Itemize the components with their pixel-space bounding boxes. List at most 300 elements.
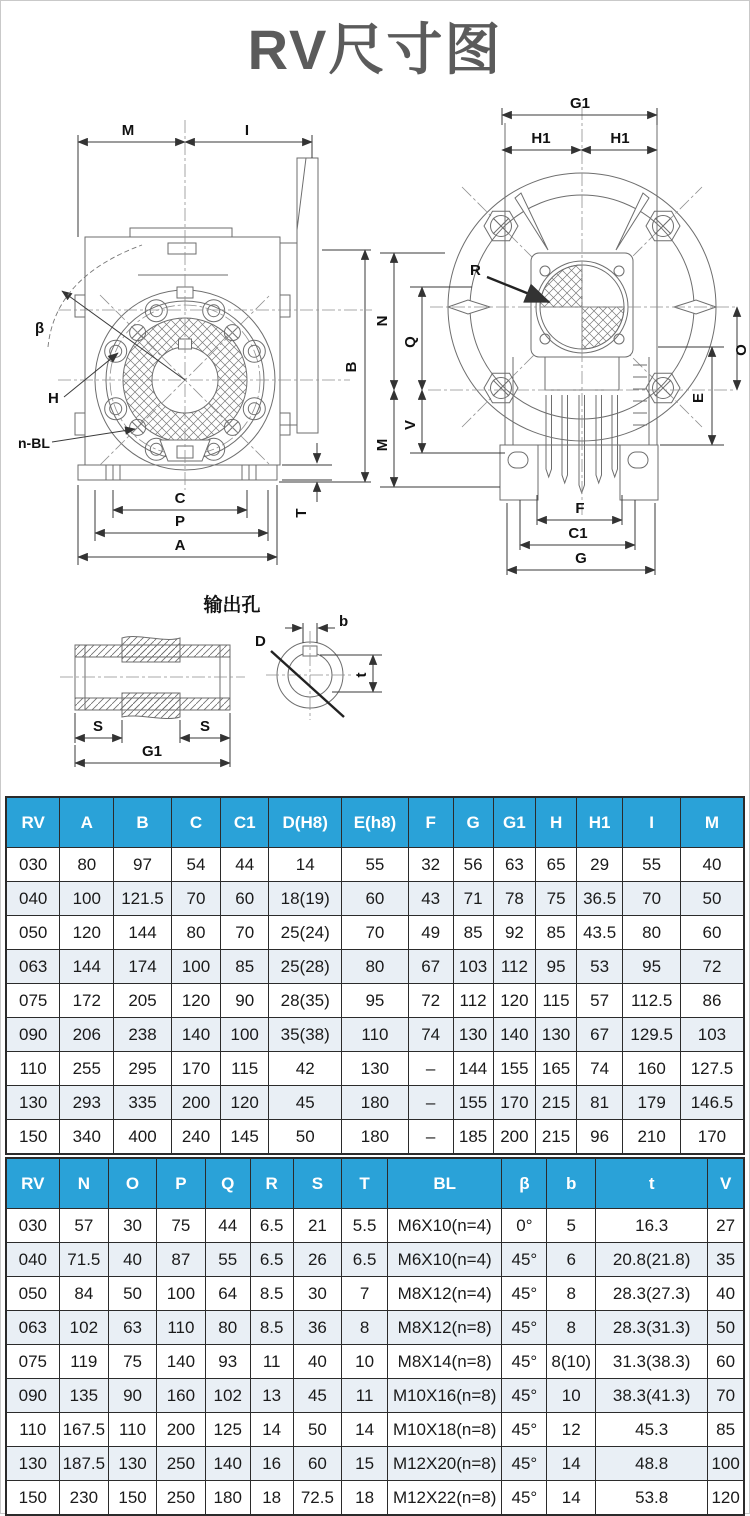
cell: 10 [342,1345,388,1379]
cell: 50 [293,1413,342,1447]
output-hub-bottom [122,693,180,719]
front-n-bl-label: n-BL [18,435,50,451]
side-dim-H1-left-label: H1 [531,130,551,147]
cell: 6.5 [342,1243,388,1277]
cell: 49 [408,916,453,950]
cell: 14 [547,1481,596,1516]
side-dim-H1-right-label: H1 [610,130,630,147]
side-dim-G-label: G [575,550,587,567]
output-hole-title: 输出孔 [203,595,261,616]
cell: 80 [171,916,220,950]
cell: 87 [157,1243,206,1277]
cell: 240 [171,1120,220,1155]
cell: 110 [157,1311,206,1345]
cell: 40 [293,1345,342,1379]
cell: 6 [547,1243,596,1277]
cell: 063 [6,1311,59,1345]
cell: 205 [114,984,172,1018]
cell: 130 [109,1447,157,1481]
column-header: P [157,1158,206,1209]
cell: 110 [342,1018,408,1052]
cell: 38.3(41.3) [596,1379,708,1413]
cell: 0° [502,1209,547,1243]
output-dim-b-label: b [339,613,349,630]
cell: 6.5 [250,1209,293,1243]
cell: 44 [205,1209,250,1243]
cell: 200 [171,1086,220,1120]
cell: 144 [453,1052,493,1086]
cell: 14 [269,848,342,882]
column-header: E(h8) [342,797,408,848]
column-header: RV [6,797,60,848]
front-base [78,465,277,480]
cell: 135 [59,1379,108,1413]
cell: 180 [342,1120,408,1155]
cell: 45° [502,1311,547,1345]
cell: 86 [680,984,744,1018]
cell: 45° [502,1379,547,1413]
table-row [6,1018,744,1052]
cell: 30 [109,1209,157,1243]
cell: 55 [623,848,681,882]
cell: 200 [157,1413,206,1447]
side-foot [500,445,538,500]
cell: 110 [109,1413,157,1447]
cell: 16 [250,1447,293,1481]
cell: 165 [536,1052,577,1086]
cell: 18 [250,1481,293,1516]
table-row [6,1243,744,1277]
cell: 53.8 [596,1481,708,1516]
column-header: C1 [221,797,269,848]
table-row [6,1086,744,1120]
cell: 8.5 [250,1277,293,1311]
cell: 36 [293,1311,342,1345]
column-header: t [596,1158,708,1209]
cell: 144 [114,916,172,950]
cell: 80 [60,848,114,882]
cell: 8 [547,1311,596,1345]
cell: M10X18(n=8) [388,1413,502,1447]
front-dim-P-label: P [174,513,186,530]
cell: 45° [502,1345,547,1379]
column-header: D(H8) [269,797,342,848]
cell: 63 [109,1311,157,1345]
cell: 120 [708,1481,744,1516]
cell: M12X20(n=8) [388,1447,502,1481]
cell: 100 [60,882,114,916]
cell: 127.5 [680,1052,744,1086]
cell: 090 [6,1018,60,1052]
cell: 150 [109,1481,157,1516]
side-dim-G1-label: G1 [569,95,591,112]
cell: 60 [293,1447,342,1481]
cell: 145 [221,1120,269,1155]
cell: 170 [171,1052,220,1086]
cell: 121.5 [114,882,172,916]
column-header: C [171,797,220,848]
table-row [6,984,744,1018]
page-title: RV尺寸图 [247,18,503,81]
column-header: G [453,797,493,848]
column-header: T [342,1158,388,1209]
cell: 65 [536,848,577,882]
cell: 102 [205,1379,250,1413]
cell: 100 [221,1018,269,1052]
front-dim-A-label: A [174,537,186,554]
cell: 112 [453,984,493,1018]
cell: M12X22(n=8) [388,1481,502,1516]
cell: M10X16(n=8) [388,1379,502,1413]
cell: 56 [453,848,493,882]
column-header: I [623,797,681,848]
cell: 35 [708,1243,744,1277]
cell: 230 [59,1481,108,1516]
table-row [6,1447,744,1481]
cell: 167.5 [59,1413,108,1447]
cell: 129.5 [623,1018,681,1052]
column-header: M [680,797,744,848]
cell: 110 [6,1413,59,1447]
cell: 36.5 [576,882,622,916]
cell: 150 [6,1120,60,1155]
cell: 295 [114,1052,172,1086]
cell: 72.5 [293,1481,342,1516]
cell: 119 [59,1345,108,1379]
cell: 14 [342,1413,388,1447]
cell: 112.5 [623,984,681,1018]
front-dim-C-label: C [174,490,186,507]
cell: 8 [547,1277,596,1311]
cell: 18 [342,1481,388,1516]
cell: 030 [6,1209,59,1243]
column-header: H1 [576,797,622,848]
side-view-drawing [374,95,750,575]
cell: 45 [293,1379,342,1413]
cell: 55 [205,1243,250,1277]
cell: M6X10(n=4) [388,1209,502,1243]
cell: 50 [680,882,744,916]
side-dim-O-label: O [733,344,750,356]
cell: 10 [547,1379,596,1413]
dimension-table-2 [5,1157,745,1516]
side-dim-R-label: R [470,262,481,279]
cell: 140 [171,1018,220,1052]
cell: 27 [708,1209,744,1243]
column-header: O [109,1158,157,1209]
cell: M8X14(n=8) [388,1345,502,1379]
cell: 29 [576,848,622,882]
column-header: B [114,797,172,848]
cell: 5.5 [342,1209,388,1243]
cell: 040 [6,882,60,916]
cell: 81 [576,1086,622,1120]
cell: 70 [221,916,269,950]
cell: 25(24) [269,916,342,950]
cell: 140 [493,1018,536,1052]
cell: – [408,1052,453,1086]
cell: 130 [536,1018,577,1052]
cell: 72 [680,950,744,984]
cell: 96 [576,1120,622,1155]
cell: 80 [342,950,408,984]
column-header: G1 [493,797,536,848]
output-hub-top [122,637,180,662]
cell: 5 [547,1209,596,1243]
cell: 45° [502,1277,547,1311]
cell: 55 [342,848,408,882]
cell: 40 [680,848,744,882]
column-header: b [547,1158,596,1209]
cell: 090 [6,1379,59,1413]
dimension-drawings [0,95,750,785]
cell: 040 [6,1243,59,1277]
cell: 75 [109,1345,157,1379]
header-row [6,797,744,848]
cell: 170 [680,1120,744,1155]
cell: 144 [60,950,114,984]
cell: 120 [493,984,536,1018]
cell: 45° [502,1413,547,1447]
front-beta-label: β [35,320,45,337]
cell: 187.5 [59,1447,108,1481]
cell: 100 [171,950,220,984]
cell: 45° [502,1243,547,1277]
cell: 115 [536,984,577,1018]
side-dim-M-label: M [374,438,391,452]
column-header: RV [6,1158,59,1209]
cell: 293 [60,1086,114,1120]
cell: 42 [269,1052,342,1086]
cell: 44 [221,848,269,882]
cell: 130 [342,1052,408,1086]
output-dim-D-label: D [255,633,266,650]
cell: 28(35) [269,984,342,1018]
table-row [6,916,744,950]
cell: 238 [114,1018,172,1052]
table-row [6,950,744,984]
cell: 28.3(31.3) [596,1311,708,1345]
cell: 43 [408,882,453,916]
cell: 103 [453,950,493,984]
cell: – [408,1086,453,1120]
cell: 71 [453,882,493,916]
cell: 130 [6,1447,59,1481]
cell: 215 [536,1086,577,1120]
cell: 170 [493,1086,536,1120]
cell: 6.5 [250,1243,293,1277]
front-dim-I-label: I [244,122,250,139]
cell: 185 [453,1120,493,1155]
cell: M8X12(n=8) [388,1311,502,1345]
cell: 32 [408,848,453,882]
cell: 85 [221,950,269,984]
cell: 67 [576,1018,622,1052]
cell: 95 [342,984,408,1018]
cell: 215 [536,1120,577,1155]
cell: 146.5 [680,1086,744,1120]
cell: 115 [221,1052,269,1086]
cell: 60 [221,882,269,916]
cell: 50 [109,1277,157,1311]
output-hole-drawing [60,593,382,767]
cell: 60 [680,916,744,950]
cell: 155 [453,1086,493,1120]
cell: 57 [59,1209,108,1243]
cell: 45° [502,1447,547,1481]
cell: 85 [536,916,577,950]
column-header: F [408,797,453,848]
cell: 155 [493,1052,536,1086]
cell: 80 [623,916,681,950]
cell: 64 [205,1277,250,1311]
table-row [6,1209,744,1243]
cell: 140 [205,1447,250,1481]
column-header: V [708,1158,744,1209]
cell: 28.3(27.3) [596,1277,708,1311]
cell: 12 [547,1413,596,1447]
cell: 70 [623,882,681,916]
cell: 200 [493,1120,536,1155]
front-dim-M-label: M [121,122,135,139]
table-row [6,1120,744,1155]
side-dim-C1-label: C1 [568,525,588,542]
cell: 150 [6,1481,59,1516]
cell: 180 [342,1086,408,1120]
cell: 95 [623,950,681,984]
cell: 80 [205,1311,250,1345]
cell: 43.5 [576,916,622,950]
header-row [6,1158,744,1209]
column-header: Q [205,1158,250,1209]
side-dim-V-label: V [402,419,419,431]
cell: 40 [109,1243,157,1277]
cell: 400 [114,1120,172,1155]
cell: 8(10) [547,1345,596,1379]
cell: 57 [576,984,622,1018]
table-row [6,1311,744,1345]
cell: 48.8 [596,1447,708,1481]
cell: 67 [408,950,453,984]
cell: 85 [453,916,493,950]
cell: 53 [576,950,622,984]
cell: 16.3 [596,1209,708,1243]
column-header: A [60,797,114,848]
cell: 45.3 [596,1413,708,1447]
front-dim-B-label: B [343,361,360,373]
cell: 35(38) [269,1018,342,1052]
cell: 93 [205,1345,250,1379]
cell: 90 [221,984,269,1018]
cell: 050 [6,1277,59,1311]
cell: – [408,1120,453,1155]
cell: 14 [547,1447,596,1481]
cell: 92 [493,916,536,950]
cell: 11 [250,1345,293,1379]
cell: 45 [269,1086,342,1120]
table-row [6,1379,744,1413]
cell: 172 [60,984,114,1018]
cell: 70 [171,882,220,916]
cell: 30 [293,1277,342,1311]
cell: 8 [342,1311,388,1345]
cell: 25(28) [269,950,342,984]
column-header: R [250,1158,293,1209]
cell: 112 [493,950,536,984]
cell: 84 [59,1277,108,1311]
cell: 180 [205,1481,250,1516]
front-input-flange [297,158,318,433]
cell: 255 [60,1052,114,1086]
front-dim-H-label: H [48,390,59,407]
cell: 160 [157,1379,206,1413]
cell: M8X12(n=4) [388,1277,502,1311]
cell: 97 [114,848,172,882]
cell: 11 [342,1379,388,1413]
table-row [6,848,744,882]
front-dim-T-label: T [293,508,310,518]
side-dim-N-label: N [374,315,391,327]
cell: 78 [493,882,536,916]
cell: 075 [6,1345,59,1379]
side-dim-F-label: F [575,500,585,517]
cell: 100 [708,1447,744,1481]
cell: 100 [157,1277,206,1311]
dimension-table-1 [5,796,745,1155]
table-row [6,1277,744,1311]
cell: 75 [157,1209,206,1243]
cell: 74 [408,1018,453,1052]
cell: 90 [109,1379,157,1413]
output-dim-t-label: t [353,672,370,678]
cell: 250 [157,1447,206,1481]
cell: 250 [157,1481,206,1516]
cell: 160 [623,1052,681,1086]
side-foot [620,445,658,500]
cell: 45° [502,1481,547,1516]
table-row [6,1413,744,1447]
cell: 26 [293,1243,342,1277]
cell: 050 [6,916,60,950]
column-header: β [502,1158,547,1209]
cell: 71.5 [59,1243,108,1277]
cell: 75 [536,882,577,916]
side-dim-E-label: E [690,392,707,404]
cell: 130 [6,1086,60,1120]
cell: 60 [342,882,408,916]
cell: 120 [60,916,114,950]
side-dim-Q-label: Q [402,336,419,348]
cell: 40 [708,1277,744,1311]
cell: 72 [408,984,453,1018]
cell: 110 [6,1052,60,1086]
cell: 63 [493,848,536,882]
cell: 120 [221,1086,269,1120]
cell: 14 [250,1413,293,1447]
cell: 140 [157,1345,206,1379]
output-dim-S-right-label: S [199,718,211,735]
cell: 130 [453,1018,493,1052]
cell: M6X10(n=4) [388,1243,502,1277]
cell: 70 [342,916,408,950]
cell: 7 [342,1277,388,1311]
cell: 340 [60,1120,114,1155]
cell: 85 [708,1413,744,1447]
cell: 075 [6,984,60,1018]
table-row [6,882,744,916]
cell: 103 [680,1018,744,1052]
cell: 120 [171,984,220,1018]
